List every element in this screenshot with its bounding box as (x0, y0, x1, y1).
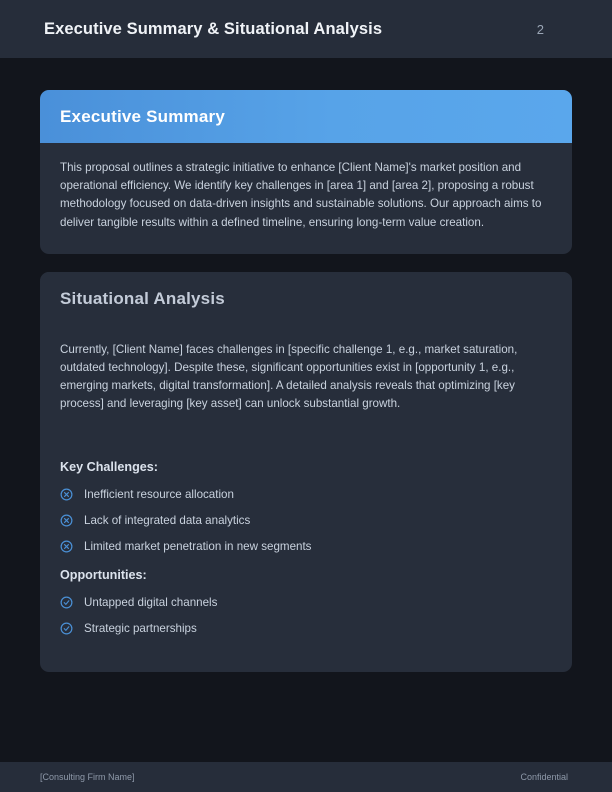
executive-summary-header (40, 90, 572, 143)
list-item (60, 622, 552, 636)
list-item (60, 488, 552, 502)
page-header-bar (0, 0, 612, 58)
circle-x-icon (60, 540, 73, 553)
executive-summary-title: Executive Summary (60, 107, 225, 126)
list-item (60, 540, 552, 554)
footer-firm-name: [Consulting Firm Name] (40, 772, 135, 782)
key-challenges-list (60, 488, 552, 554)
list-item-label: Inefficient resource allocation (84, 487, 234, 501)
slide-content (0, 58, 612, 757)
page-footer (0, 762, 612, 792)
situational-analysis-card (40, 272, 572, 672)
list-item (60, 514, 552, 528)
page-title: Executive Summary & Situational Analysis (44, 19, 383, 38)
list-item-label: Strategic partnerships (84, 621, 197, 635)
executive-summary-card (40, 90, 572, 254)
circle-check-icon (60, 622, 73, 635)
opportunities-heading: Opportunities: (60, 567, 147, 582)
list-item-label: Lack of integrated data analytics (84, 513, 251, 527)
executive-summary-body (40, 143, 572, 254)
key-challenges-heading: Key Challenges: (60, 459, 158, 474)
list-item-label: Untapped digital channels (84, 595, 218, 609)
footer-confidential-label: Confidential (520, 772, 568, 782)
executive-summary-paragraph: This proposal outlines a strategic initiative to enhance [Client Name]'s market position and operational efficiency. We identify key challenges in [area 1] and [area 2], proposing a robust methodology focused on data-driven insights and sustainable solutions. Our approach aims to deliver tangible results within a defined timeline, ensuring long-term value creation. (60, 161, 542, 229)
list-item-label: Limited market penetration in new segments (84, 539, 312, 553)
situational-analysis-paragraph: Currently, [Client Name] faces challenges in [specific challenge 1, e.g., market saturation, outdated technology]. Despite these, significant opportunities exist in [opportunity 1, e.g., emerging markets, digital transformation]. A detailed analysis reveals that optimizing [key process] and leveraging [key asset] can unlock substantial growth. (60, 342, 518, 411)
situational-analysis-header (40, 272, 572, 325)
situational-analysis-body (40, 325, 572, 672)
page-number: 2 (536, 21, 544, 37)
situational-analysis-title: Situational Analysis (60, 288, 225, 308)
circle-x-icon (60, 514, 73, 527)
circle-check-icon (60, 596, 73, 609)
list-item (60, 596, 552, 610)
circle-x-icon (60, 488, 73, 501)
content-spacer (60, 414, 552, 460)
opportunities-list (60, 596, 552, 636)
